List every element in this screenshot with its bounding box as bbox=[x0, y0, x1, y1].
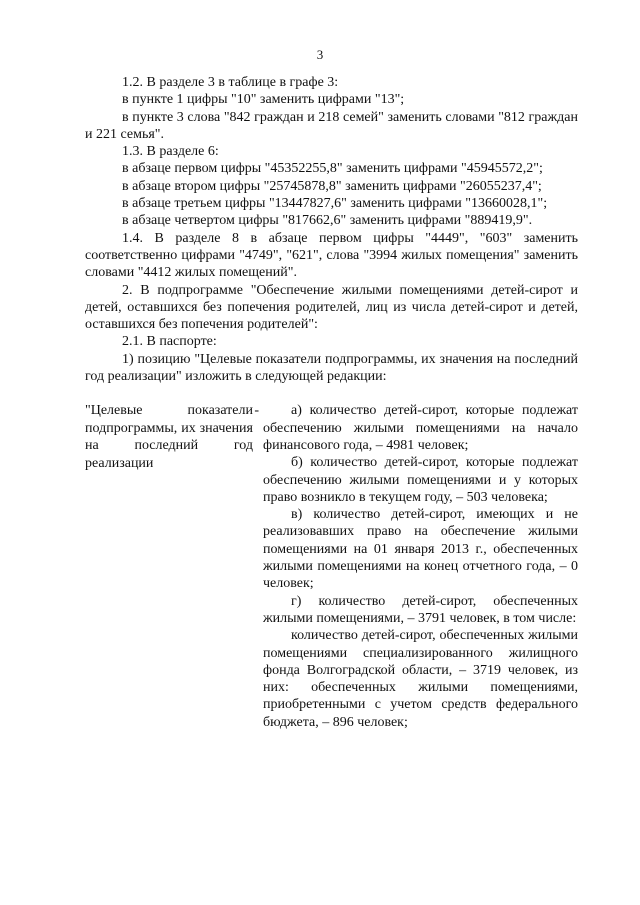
target-item-a: а) количество детей-сирот, которые подлежат обеспечению жилыми помещениями на начало финансового года, – 4981 человек; bbox=[263, 403, 578, 453]
paragraph-abzac-1: в абзаце первом цифры "45352255,8" заменить цифрами "45945572,2"; bbox=[122, 161, 543, 177]
paragraph-1-2: 1.2. В разделе 3 в таблице в графе 3: bbox=[122, 75, 339, 90]
passport-dash: - bbox=[254, 403, 259, 419]
target-item-subitem: количество детей-сирот, обеспеченных жилыми помещениями специализированного жилищного фонда Волгоградской области, – 3719 человек, из них: обеспеченных жилыми помещениями, приобретенными с учетом средств федерального бюджета, – 896 человек; bbox=[263, 628, 578, 730]
paragraph-1-3: 1.3. В разделе 6: bbox=[122, 144, 219, 160]
passport-values-cell bbox=[263, 402, 578, 731]
paragraph-2: 2. В подпрограмме "Обеспечение жилыми помещениями детей-сирот и детей, оставшихся без попечения родителей, лиц из числа детей-сирот и детей, оставшихся без попечения родителей": bbox=[85, 282, 578, 333]
document-body bbox=[85, 74, 578, 802]
spacer bbox=[85, 385, 578, 402]
paragraph-position: 1) позицию "Целевые показатели подпрограммы, их значения на последний год реализации" изложить в следующей редакции: bbox=[85, 351, 578, 385]
paragraph-abzac-4: в абзаце четвертом цифры "817662,6" заменить цифрами "889419,9". bbox=[122, 213, 533, 229]
paragraph-2-1: 2.1. В паспорте: bbox=[122, 334, 217, 350]
target-item-g: г) количество детей-сирот, обеспеченных жилыми помещениями, – 3791 человек, в том числе: bbox=[263, 593, 578, 626]
passport-label-cell bbox=[85, 402, 259, 472]
passport-table bbox=[85, 402, 578, 802]
paragraph-abzac-2: в абзаце втором цифры "25745878,8" заменить цифрами "26055237,4"; bbox=[122, 178, 542, 194]
paragraph-1-4: 1.4. В разделе 8 в абзаце первом цифры "4449", "603" заменить соответственно цифрами "4749", "621", слова "3994 жилых помещения" заменить словами "4412 жилых помещений". bbox=[85, 230, 578, 281]
target-item-b: б) количество детей-сирот, которые подлежат обеспечению жилыми помещениями и у которых право возникло в текущем году, – 503 человека; bbox=[263, 455, 578, 505]
target-item-v: в) количество детей-сирот, имеющих и не реализовавших право на обеспечение жилыми помещениями на 01 января 2013 г., обеспеченных жилыми помещениями на конец отчетного года, – 0 человек; bbox=[263, 507, 578, 592]
paragraph-item-1: в пункте 1 цифры "10" заменить цифрами "13"; bbox=[122, 92, 405, 108]
paragraph-item-3: в пункте 3 слова "842 граждан и 218 семей" заменить словами "812 граждан и 221 семья". bbox=[85, 109, 578, 142]
passport-label: "Целевые показатели подпрограммы, их значения на последний год реализации bbox=[85, 403, 253, 471]
paragraph-abzac-3: в абзаце третьем цифры "13447827,6" заменить цифрами "13660028,1"; bbox=[122, 196, 548, 212]
page-number: 3 bbox=[316, 47, 324, 62]
